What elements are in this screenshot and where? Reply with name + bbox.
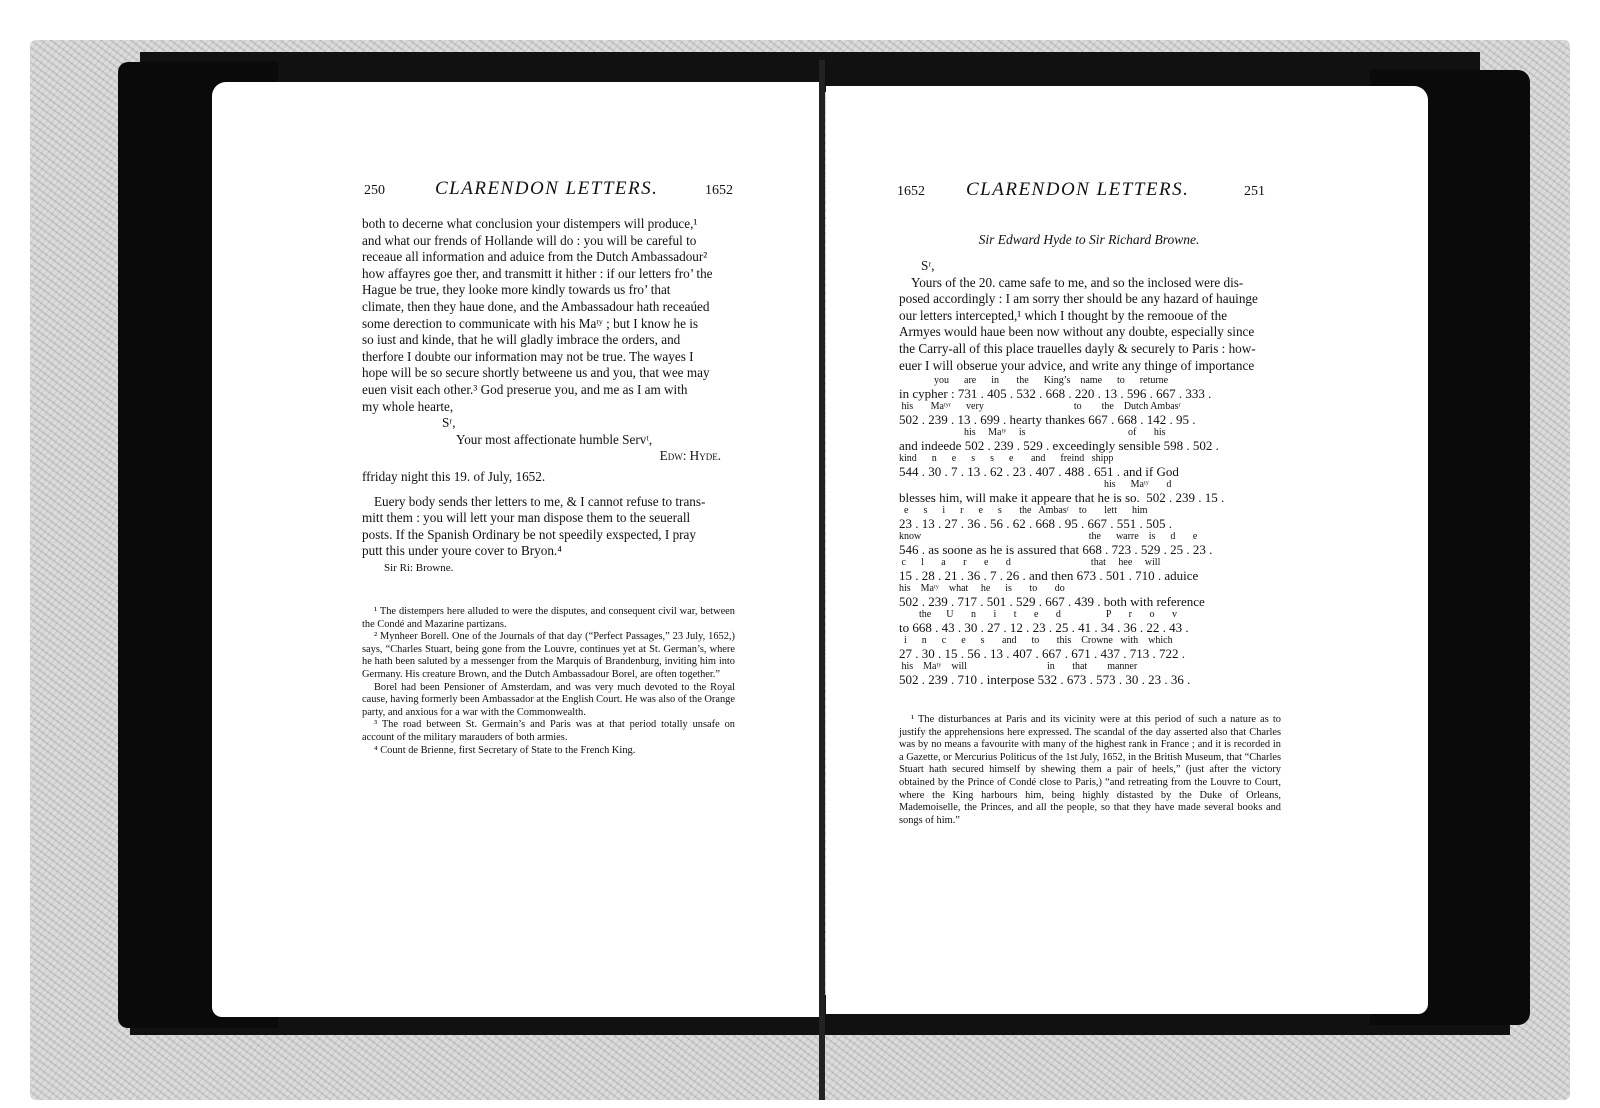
text-line: Armyes would haue been now without any doubte, especially since [899, 324, 1255, 340]
closing: Your most affectionate humble Servᵗ, [456, 431, 653, 447]
cipher-numbers: 502 . 239 . 717 . 501 . 529 . 667 . 439 . both with reference [899, 594, 1205, 610]
text-line: Euery body sends ther letters to me, & I cannot refuse to trans- [374, 493, 706, 509]
cipher-decoded-words: his Maᵗʸʳ very to the Dutch Ambasʳ [899, 401, 1181, 413]
page-title: CLARENDON LETTERS. [966, 179, 1190, 200]
footnote: Borel had been Pensioner of Amsterdam, and was very much devoted to the Royal cause, having formerly been Ambassador at the English Court. He was also of the Orange party, and anxious for a war with the Commonwealth. [362, 681, 735, 718]
addressee: Sir Ri: Browne. [384, 561, 454, 574]
cipher-decoded-words: his Maᵗʸ what he is to do [899, 583, 1065, 595]
cipher-decoded-words: know the warre is d e [899, 531, 1198, 543]
text-line: my whole hearte, [362, 398, 454, 414]
text-line: Hague be true, they looke more kindly towards us fro’ that [362, 282, 671, 298]
cipher-decoded-words: his Maᵗʸ d [899, 479, 1172, 491]
text-line: Yours of the 20. came safe to me, and so the inclosed were dis- [911, 274, 1244, 290]
text-line: both to decerne what conclusion your distempers will produce,¹ [362, 216, 698, 231]
cipher-decoded-words: i n c e s and to this Crowne with which [899, 635, 1173, 647]
text-line: the Carry-all of this place trauelles dayly & securely to Paris : how- [899, 340, 1256, 356]
footnote: ⁴ Count de Brienne, first Secretary of State to the French King. [374, 744, 636, 756]
cipher-numbers: blesses him, will make it appeare that he is so. 502 . 239 . 15 . [899, 490, 1225, 506]
cipher-numbers: 502 . 239 . 13 . 699 . hearty thankes 667 . 668 . 142 . 95 . [899, 412, 1196, 428]
cipher-decoded-words: e s i r e s the Ambasʳ to lett him [899, 505, 1148, 517]
cipher-decoded-words: the U n i t e d P r o v [899, 609, 1177, 621]
cipher-numbers: 546 . as soone as he is assured that 668 . 723 . 529 . 25 . 23 . [899, 542, 1213, 558]
page-number: 251 [1244, 184, 1265, 199]
cipher-numbers: 23 . 13 . 27 . 36 . 56 . 62 . 668 . 95 . 667 . 551 . 505 . [899, 516, 1172, 532]
page-title: CLARENDON LETTERS. [435, 178, 659, 199]
cipher-numbers: in cypher : 731 . 405 . 532 . 668 . 220 . 13 . 596 . 667 . 333 . [899, 386, 1212, 402]
cipher-numbers: 544 . 30 . 7 . 13 . 62 . 23 . 407 . 488 . 651 . and if God [899, 464, 1179, 480]
cipher-decoded-words: kind n e s s e and freind shipp [899, 453, 1114, 465]
cipher-decoded-words: you are in the King’s name to returne [899, 375, 1169, 387]
text-line: therfore I doubte our information may not be true. The wayes I [362, 348, 694, 364]
cipher-numbers: 15 . 28 . 21 . 36 . 7 . 26 . and then 673 . 501 . 710 . aduice [899, 568, 1199, 584]
text-line: receaue all information and aduice from the Dutch Ambassadour² [362, 249, 708, 265]
cipher-decoded-words: c l a r e d that hee will [899, 557, 1161, 569]
salutation: Sʳ, [921, 258, 935, 273]
cipher-numbers: to 668 . 43 . 30 . 27 . 12 . 23 . 25 . 41 . 34 . 36 . 22 . 43 . [899, 620, 1189, 636]
footnotes [362, 606, 735, 757]
text-line: euer I will obserue your advice, and write any thinge of importance [899, 357, 1255, 373]
page-year: 1652 [705, 183, 733, 198]
page-year: 1652 [897, 184, 925, 199]
signature: Edw: Hyde. [659, 448, 721, 464]
cipher-decoded-words: his Maᵗʸ is of his [899, 427, 1166, 439]
text-line: some derection to communicate with his Maᵗʸ ; but I know he is [362, 315, 699, 331]
date-line: ffriday night this 19. of July, 1652. [362, 468, 546, 484]
letter-body [362, 216, 735, 576]
text-line: posed accordingly : I am sorry ther should be any hazard of hauinge [899, 291, 1258, 307]
footnote: ¹ The distempers here alluded to were the disputes, and consequent civil war, between the Condé and Mazarine partizans. [362, 606, 735, 630]
cipher-decoded-words: his Maᵗʸ will in that manner [899, 661, 1138, 673]
text-line: so iust and kinde, that he will gladly imbrace the orders, and [362, 332, 681, 348]
text-line: our letters intercepted,¹ which I thought by the remooue of the [899, 307, 1228, 323]
left-page [212, 82, 822, 1017]
letter-heading: Sir Edward Hyde to Sir Richard Browne. [978, 232, 1200, 247]
book-spine [819, 60, 825, 1100]
text-line: putt this under youre cover to Bryon.⁴ [362, 543, 562, 559]
text-line: how affayres goe ther, and transmitt it hither : if our letters fro’ the [362, 265, 713, 281]
letter-body [899, 258, 1279, 687]
page-number: 250 [364, 183, 385, 198]
cipher-numbers: 27 . 30 . 15 . 56 . 13 . 407 . 667 . 671 . 437 . 713 . 722 . [899, 646, 1185, 662]
right-page [826, 86, 1428, 1014]
text-line: climate, then they haue done, and the Ambassadour hath receaúed [362, 298, 710, 314]
cipher-numbers: and indeede 502 . 239 . 529 . exceedingly sensible 598 . 502 . [899, 438, 1219, 454]
footnote: ¹ The disturbances at Paris and its vicinity were at this period of such a nature as to justify the apprehensions here expressed. The scandal of the day asserted also that Charles was by no means a favourite with many of the highest rank in France ; and it is recorded in a Gazette, or Mercurius Politicus of the 1st July, 1652, in the British Museum, that “Charles Stuart hath secured himself by shewing them a pair of heels,” (just after the victory obtained by the Prince of Condé close to Paris,) “and retreating from the Louvre to Court, where the King harbours him, being highly distasted by the Duke of Orleans, Mademoiselle, the Princes, and all the people, so that they have made several books and songs of him.” [899, 714, 1281, 826]
salutation: Sʳ, [442, 415, 456, 431]
cipher-block [899, 375, 1279, 687]
text-line: posts. If the Spanish Ordinary be not speedily exspected, I pray [362, 526, 697, 542]
text-line: hope will be so secure shortly betweene us and you, that wee may [362, 365, 710, 381]
footnotes [899, 714, 1281, 827]
text-line: euen visit each other.³ God preserue you, and me as I am with [362, 381, 688, 397]
footnote: ³ The road between St. Germain’s and Paris was at that period totally unsafe on account of the military marauders of both armies. [362, 719, 735, 743]
cipher-numbers: 502 . 239 . 710 . interpose 532 . 673 . 573 . 30 . 23 . 36 . [899, 672, 1191, 688]
text-line: mitt them : you will lett your man dispose them to the seuerall [362, 510, 691, 526]
footnote: ² Mynheer Borell. One of the Journals of that day (“Perfect Passages,” 23 July, 1652,) says, “Charles Stuart, being gone from the Louvre, continues yet at St. German’s, where he hath been saluted by a messenger from the Marquis of Brandenburg, inviting him into Germany. His creature Brown, and the Dutch Ambassadour Borel, are often together.” [362, 631, 735, 680]
text-line: and what our frends of Hollande will do : you will be careful to [362, 232, 697, 248]
